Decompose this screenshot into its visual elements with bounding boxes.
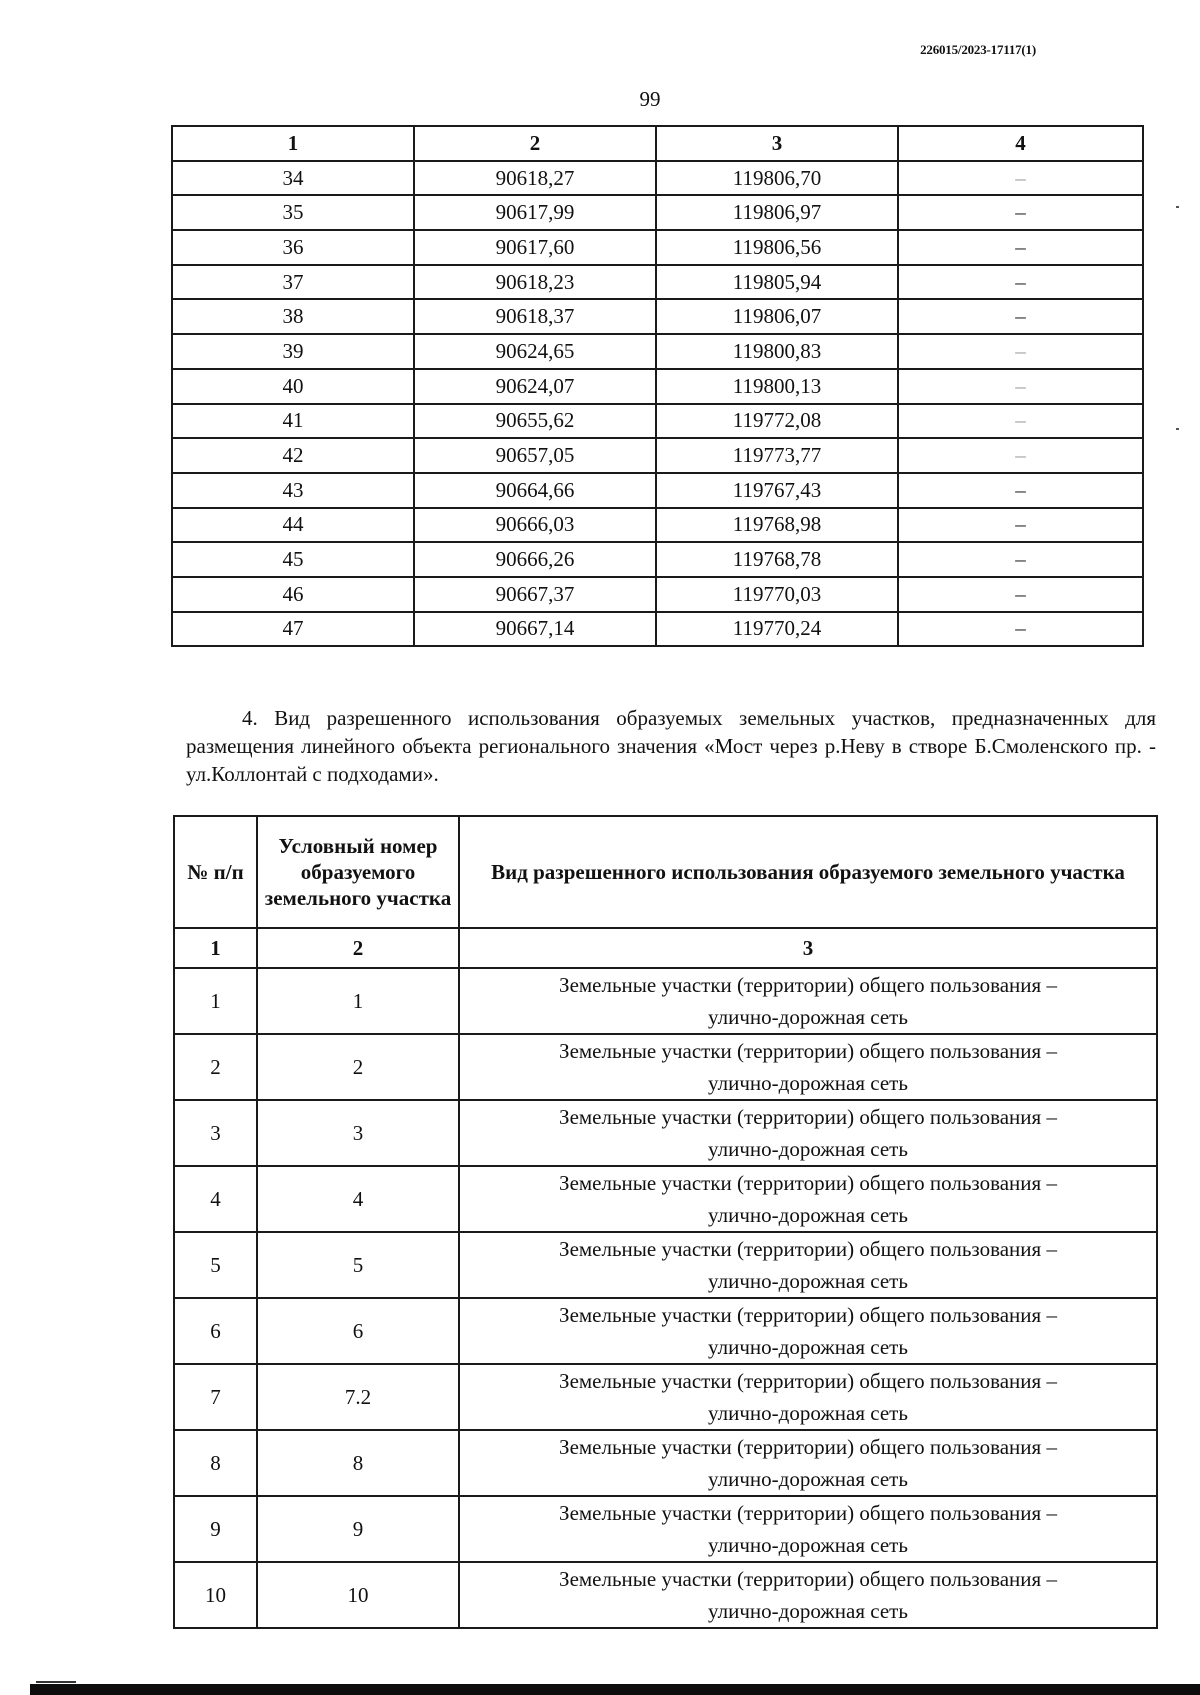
row-number-cell: 7 [174,1364,257,1430]
table-row [174,968,1157,1034]
point-number-cell: 37 [172,265,414,300]
note-cell: – [898,369,1143,404]
permitted-use-line: улично-дорожная сеть [708,1467,908,1491]
row-number-cell: 10 [174,1562,257,1628]
table-row [174,1364,1157,1430]
table-row [172,195,1143,230]
coordinate-y-cell: 119805,94 [656,265,898,300]
point-number-cell: 41 [172,404,414,439]
land-use-numbering-row [174,928,1157,968]
point-number-cell: 39 [172,334,414,369]
permitted-use-line: улично-дорожная сеть [708,1401,908,1425]
table-row [172,369,1143,404]
note-cell: – [898,299,1143,334]
note-cell: – [898,542,1143,577]
coordinate-y-cell: 119772,08 [656,404,898,439]
point-number-cell: 38 [172,299,414,334]
coordinate-y-cell: 119773,77 [656,438,898,473]
note-cell: – [898,438,1143,473]
point-number-cell: 40 [172,369,414,404]
table-row [174,1166,1157,1232]
permitted-use-line: улично-дорожная сеть [708,1005,908,1029]
row-number-cell: 3 [174,1100,257,1166]
plot-number-cell: 2 [257,1034,459,1100]
permitted-use-line: улично-дорожная сеть [708,1599,908,1623]
table-row [172,230,1143,265]
coordinate-x-cell: 90617,99 [414,195,656,230]
paragraph-text: 4. Вид разрешенного использования образуемых земельных участков, предназначенных для размещения линейного объекта регионального значения «Мост через р.Неву в створе Б.Смоленского пр. - ул.Коллонтай с подходами». [186,706,1156,786]
table-row [172,299,1143,334]
row-number-cell: 9 [174,1496,257,1562]
point-number-cell: 35 [172,195,414,230]
table-row [172,334,1143,369]
table-row [172,612,1143,647]
coordinate-y-cell: 119806,70 [656,161,898,196]
coordinate-x-cell: 90617,60 [414,230,656,265]
plot-number-cell: 4 [257,1166,459,1232]
point-number-cell: 36 [172,230,414,265]
permitted-use-line: Земельные участки (территории) общего пользования – [559,1435,1057,1459]
coordinate-x-cell: 90667,37 [414,577,656,612]
coordinate-y-cell: 119806,97 [656,195,898,230]
row-number-cell: 2 [174,1034,257,1100]
page-number: 99 [639,87,661,111]
permitted-use-line: улично-дорожная сеть [708,1335,908,1359]
scan-bottom-border [30,1684,1200,1695]
coordinate-x-cell: 90624,65 [414,334,656,369]
document-id: 226015/2023-17117(1) [920,42,1036,57]
table-row [174,1298,1157,1364]
coordinate-x-cell: 90667,14 [414,612,656,647]
permitted-use-cell [459,1166,1157,1232]
plot-number-cell: 3 [257,1100,459,1166]
row-number-cell: 8 [174,1430,257,1496]
permitted-use-line: улично-дорожная сеть [708,1269,908,1293]
plot-number-cell: 8 [257,1430,459,1496]
note-cell: – [898,473,1143,508]
permitted-use-line: Земельные участки (территории) общего пользования – [559,1501,1057,1525]
permitted-use-line: Земельные участки (территории) общего пользования – [559,1105,1057,1129]
coordinate-x-cell: 90618,37 [414,299,656,334]
note-cell: – [898,404,1143,439]
permitted-use-cell [459,1430,1157,1496]
plot-number-cell: 9 [257,1496,459,1562]
table-row [172,265,1143,300]
note-cell: – [898,195,1143,230]
scan-speck [1176,206,1179,208]
coordinate-y-cell: 119806,56 [656,230,898,265]
point-number-cell: 44 [172,508,414,543]
table-row [172,508,1143,543]
note-cell: – [898,230,1143,265]
permitted-use-line: Земельные участки (территории) общего пользования – [559,1567,1057,1591]
coordinate-x-cell: 90666,03 [414,508,656,543]
note-cell: – [898,508,1143,543]
note-cell: – [898,265,1143,300]
column-header: 2 [414,126,656,161]
column-header: 4 [898,126,1143,161]
coordinate-x-cell: 90624,07 [414,369,656,404]
table-row [172,473,1143,508]
header-permitted-use: Вид разрешенного использования образуемого земельного участка [459,816,1157,928]
column-number: 1 [174,928,257,968]
table-row [174,1034,1157,1100]
permitted-use-line: улично-дорожная сеть [708,1137,908,1161]
permitted-use-cell [459,1364,1157,1430]
coordinate-y-cell: 119806,07 [656,299,898,334]
table-row [172,438,1143,473]
note-cell: – [898,161,1143,196]
land-use-header-row [174,816,1157,928]
table-row [174,1100,1157,1166]
coordinate-y-cell: 119767,43 [656,473,898,508]
header-plot-number: Условный номер образуемого земельного участка [257,816,459,928]
permitted-use-line: Земельные участки (территории) общего пользования – [559,1039,1057,1063]
permitted-use-cell [459,1100,1157,1166]
permitted-use-cell [459,1298,1157,1364]
land-use-table [173,815,1158,1629]
table-row [174,1562,1157,1628]
point-number-cell: 43 [172,473,414,508]
column-number: 2 [257,928,459,968]
plot-number-cell: 7.2 [257,1364,459,1430]
note-cell: – [898,612,1143,647]
table-row [172,577,1143,612]
permitted-use-cell [459,1562,1157,1628]
column-header: 3 [656,126,898,161]
coordinate-x-cell: 90666,26 [414,542,656,577]
row-number-cell: 1 [174,968,257,1034]
permitted-use-cell [459,968,1157,1034]
point-number-cell: 47 [172,612,414,647]
row-number-cell: 4 [174,1166,257,1232]
permitted-use-line: Земельные участки (территории) общего пользования – [559,1303,1057,1327]
coordinate-x-cell: 90618,23 [414,265,656,300]
plot-number-cell: 10 [257,1562,459,1628]
coordinate-y-cell: 119770,03 [656,577,898,612]
coordinate-x-cell: 90664,66 [414,473,656,508]
permitted-use-cell [459,1232,1157,1298]
point-number-cell: 45 [172,542,414,577]
column-number: 3 [459,928,1157,968]
table-row [172,161,1143,196]
permitted-use-cell [459,1034,1157,1100]
coordinate-y-cell: 119770,24 [656,612,898,647]
coordinate-y-cell: 119800,13 [656,369,898,404]
permitted-use-cell [459,1496,1157,1562]
header-number: № п/п [174,816,257,928]
table-row [174,1496,1157,1562]
plot-number-cell: 1 [257,968,459,1034]
plot-number-cell: 5 [257,1232,459,1298]
column-header: 1 [172,126,414,161]
coordinates-table [171,125,1144,647]
coordinate-y-cell: 119768,98 [656,508,898,543]
note-cell: – [898,334,1143,369]
permitted-use-line: улично-дорожная сеть [708,1203,908,1227]
coordinate-x-cell: 90657,05 [414,438,656,473]
table-row [172,404,1143,439]
table-row [172,542,1143,577]
row-number-cell: 6 [174,1298,257,1364]
permitted-use-line: Земельные участки (территории) общего пользования – [559,973,1057,997]
point-number-cell: 46 [172,577,414,612]
scan-speck [1176,428,1179,430]
coordinates-header-row [172,126,1143,161]
permitted-use-line: Земельные участки (территории) общего пользования – [559,1369,1057,1393]
coordinate-x-cell: 90655,62 [414,404,656,439]
coordinate-y-cell: 119800,83 [656,334,898,369]
coordinate-y-cell: 119768,78 [656,542,898,577]
permitted-use-line: Земельные участки (территории) общего пользования – [559,1237,1057,1261]
section-4-paragraph [186,704,1156,788]
table-row [174,1430,1157,1496]
scan-edge-line [36,1681,76,1683]
coordinate-x-cell: 90618,27 [414,161,656,196]
note-cell: – [898,577,1143,612]
row-number-cell: 5 [174,1232,257,1298]
point-number-cell: 42 [172,438,414,473]
permitted-use-line: Земельные участки (территории) общего пользования – [559,1171,1057,1195]
plot-number-cell: 6 [257,1298,459,1364]
permitted-use-line: улично-дорожная сеть [708,1533,908,1557]
point-number-cell: 34 [172,161,414,196]
permitted-use-line: улично-дорожная сеть [708,1071,908,1095]
table-row [174,1232,1157,1298]
